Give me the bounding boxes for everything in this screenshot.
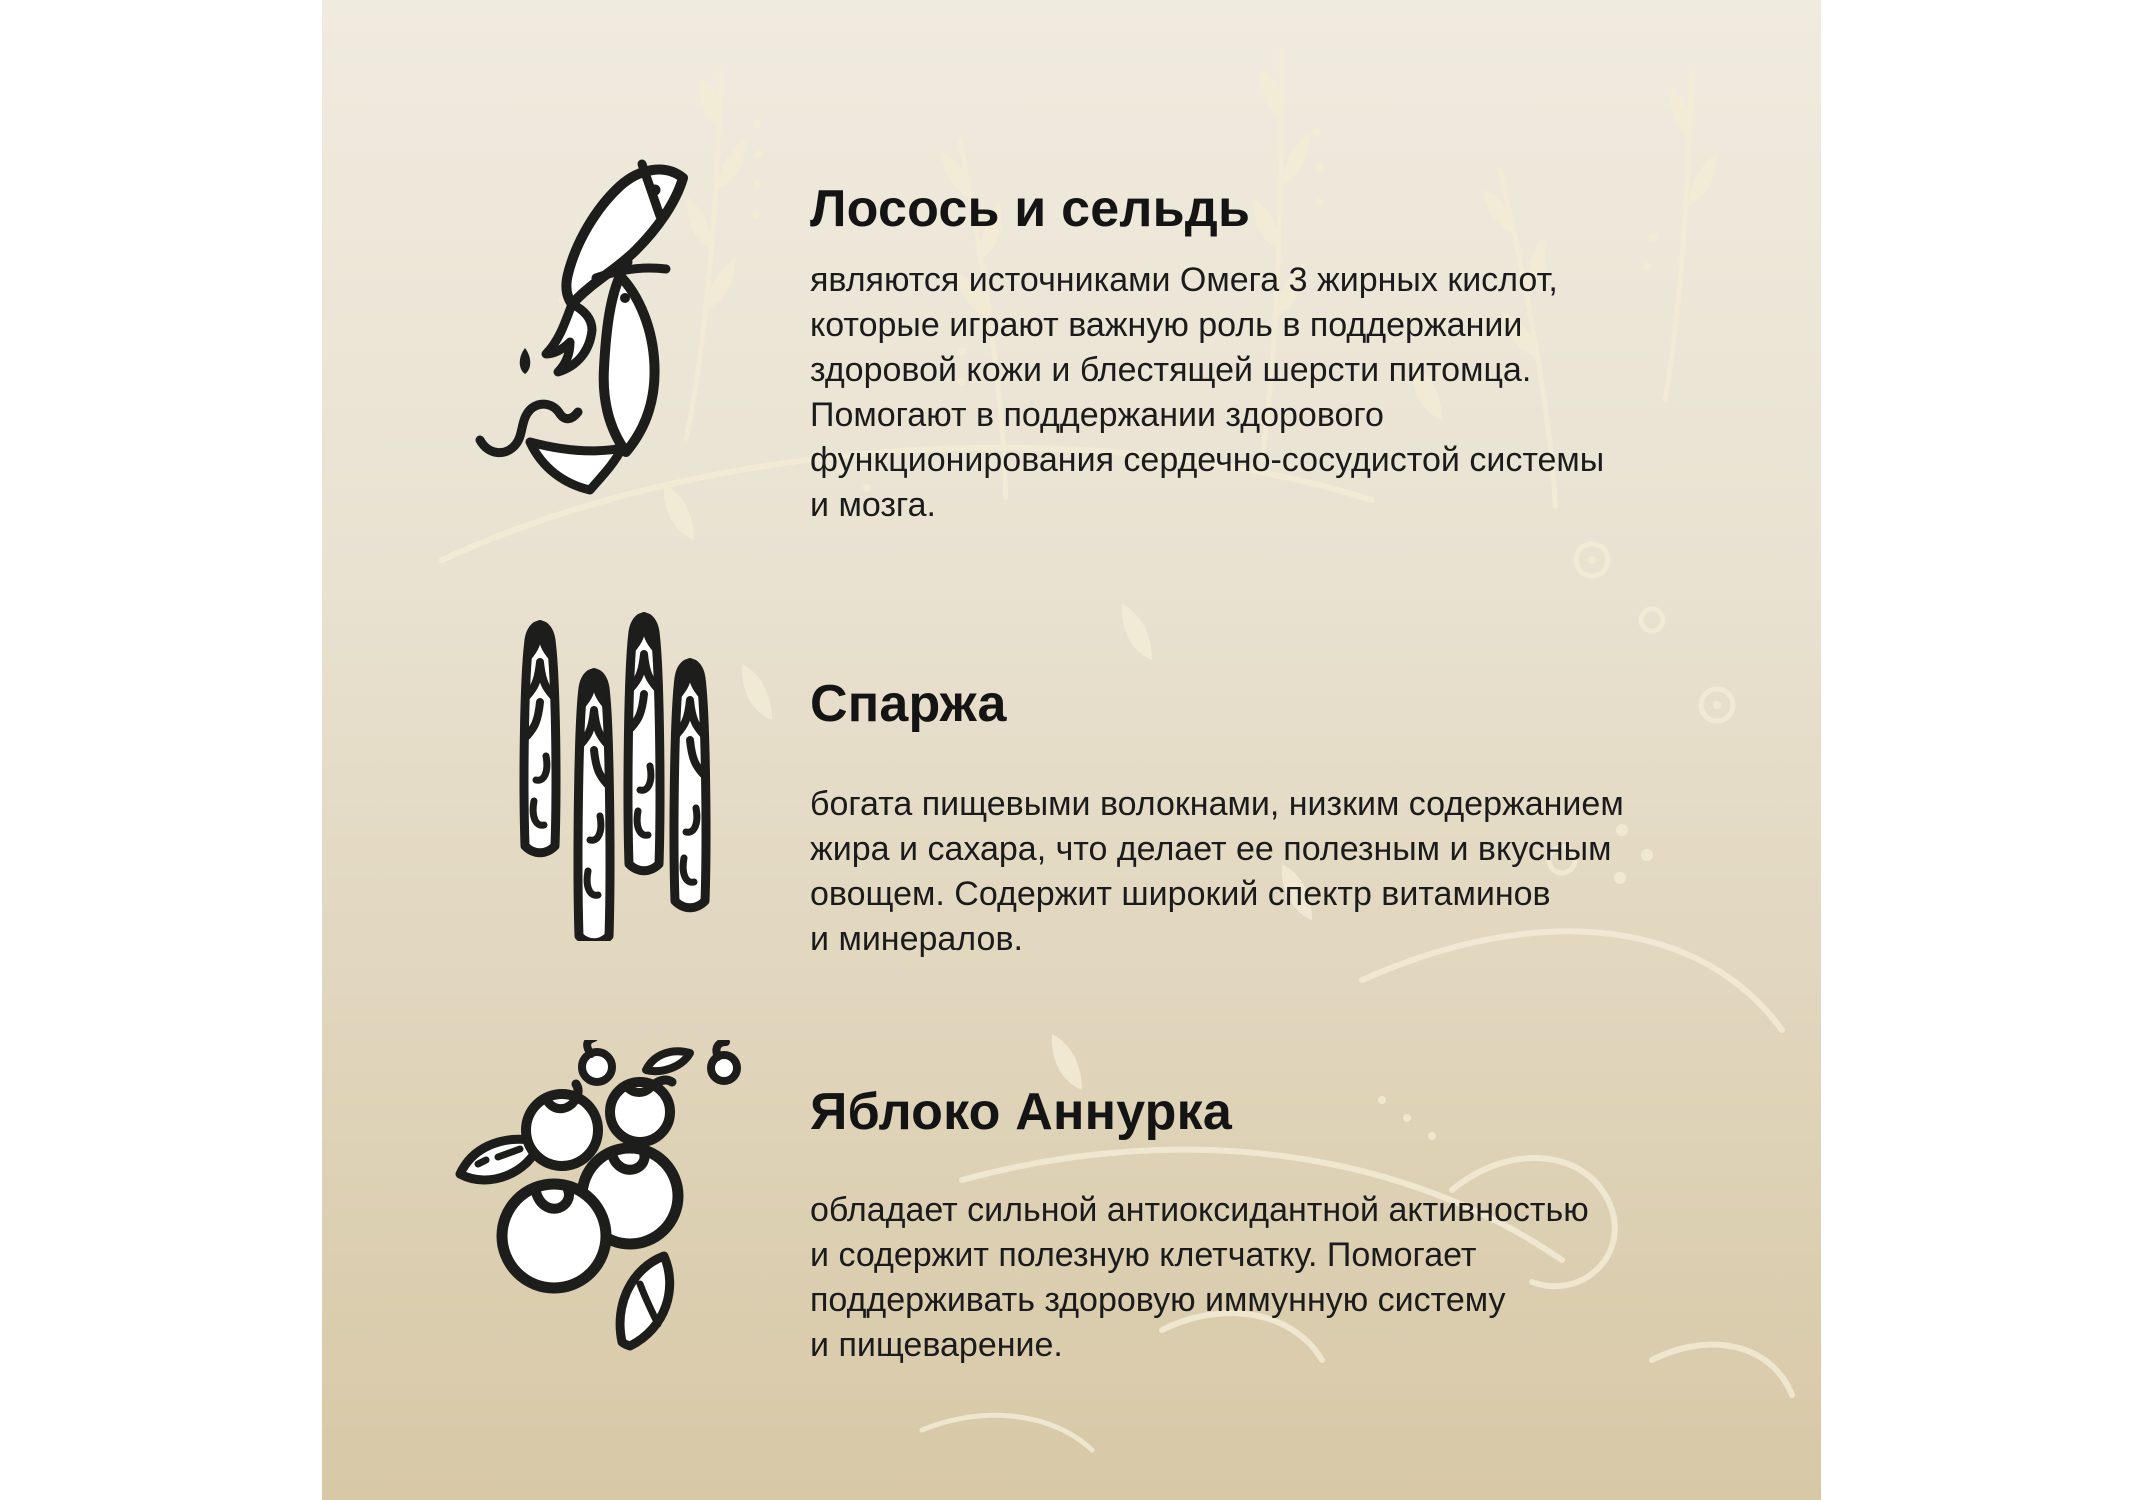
asparagus-doodle-icon xyxy=(502,596,722,941)
section-title-apple: Яблоко Аннурка xyxy=(810,1083,1232,1141)
section-title-asparagus: Спаржа xyxy=(810,675,1007,733)
fish-doodle-icon xyxy=(470,158,710,498)
beige-content-panel xyxy=(322,0,1821,1500)
section-title-salmon: Лосось и сельдь xyxy=(810,180,1251,238)
section-body-asparagus: богата пищевыми волокнами, низким содержанием жира и сахара, что делает ее полезным и вкусным овощем. Содержит широкий спектр витаминов и минералов. xyxy=(810,785,1624,958)
apple-doodle-icon xyxy=(452,1040,742,1355)
section-body-apple: обладает сильной антиоксидантной активностью и содержит полезную клетчатку. Помогает поддерживать здоровую иммунную систему и пищеварение. xyxy=(810,1191,1589,1364)
section-body-salmon: являются источниками Омега 3 жирных кислот, которые играют важную роль в поддержании здоровой кожи и блестящей шерсти питомца. Помогают в поддержании здорового функционирования сердечно-сосудистой системы и мозга. xyxy=(810,261,1605,524)
